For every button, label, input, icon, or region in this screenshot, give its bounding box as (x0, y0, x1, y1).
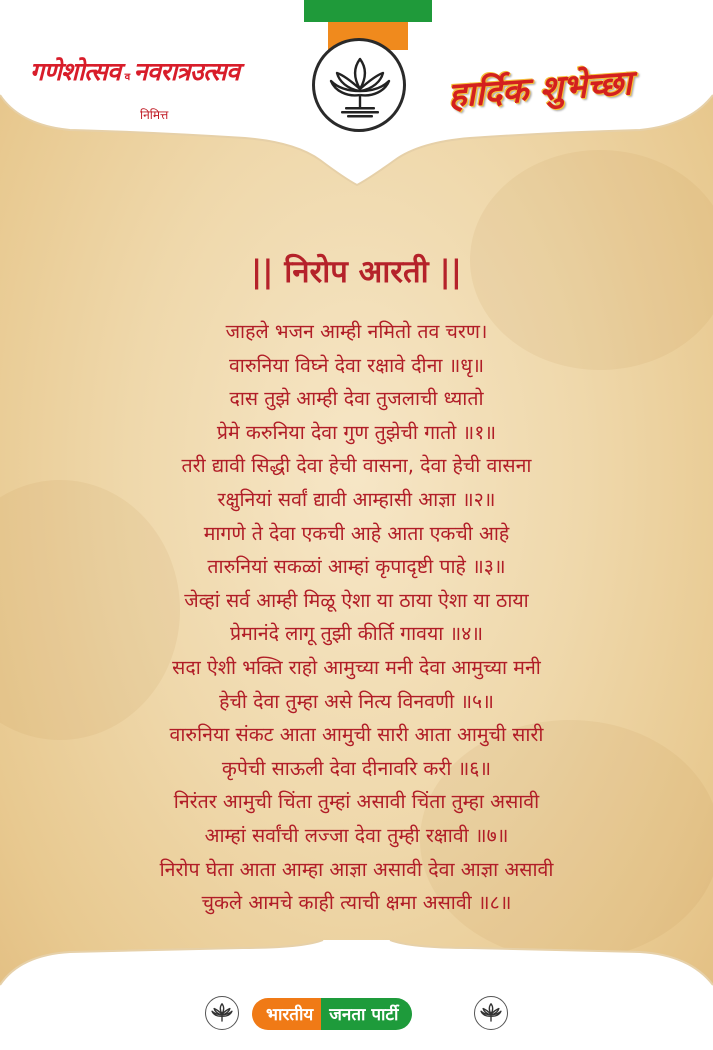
verse-line: रक्षुनियां सर्वां द्यावी आम्हासी आज्ञा ॥२॥ (217, 487, 496, 511)
footer-logo-right (474, 996, 508, 1030)
festival-title (30, 54, 300, 88)
festival-title-navratri: नवरात्रउत्सव (133, 57, 240, 86)
greeting-title: हार्दिक शुभेच्छा (446, 63, 634, 116)
lotus-icon (327, 51, 393, 121)
verse-line: वारुनिया संकट आता आमुची सारी आता आमुची सारी (169, 723, 544, 747)
verse-line: हेची देवा तुम्हा असे नित्य विनवणी ॥५॥ (219, 689, 494, 713)
verse-line: प्रेमे करुनिया देवा गुण तुझेची गातो ॥१॥ (216, 420, 497, 444)
aarti-title: || निरोप आरती || (250, 254, 463, 290)
festival-title-ganesh: गणेशोत्सव (30, 57, 121, 86)
verse-line: वारुनिया विघ्ने देवा रक्षावे दीना ॥धृ॥ (228, 353, 485, 377)
verse-line: तरी द्यावी सिद्धी देवा हेची वासना, देवा हेची वासना (181, 454, 532, 478)
verse-line: चुकले आमचे काही त्याची क्षमा असावी ॥८॥ (201, 891, 512, 915)
festival-title-connector: व (124, 72, 130, 83)
verse-line: आम्हां सर्वांची लज्जा देवा तुम्ही रक्षावी ॥७॥ (204, 823, 509, 847)
footer-logo-left (205, 996, 239, 1030)
verse-line: मागणे ते देवा एकची आहे आता एकची आहे (203, 521, 510, 545)
verse-line: सदा ऐशी भक्ति राहो आमुच्या मनी देवा आमुच्या मनी (172, 655, 541, 679)
verse-line: कृपेची साऊली देवा दीनावरि करी ॥६॥ (221, 756, 492, 780)
party-name-part1: भारतीय (252, 998, 321, 1030)
verse-line: निरोप घेता आता आम्हा आज्ञा असावी देवा आज्ञा असावी (159, 857, 554, 881)
verse-line: दास तुझे आम्ही देवा तुजलाची ध्यातो (229, 387, 484, 411)
party-logo (312, 38, 406, 132)
party-name-part2: जनता पार्टी (321, 998, 412, 1030)
verse-line: जेव्हां सर्व आम्ही मिळू ऐशा या ठाया ऐशा या ठाया (184, 588, 529, 612)
party-name-badge (252, 998, 412, 1030)
lotus-icon (479, 1001, 503, 1025)
festival-subtitle: निमित्त (140, 108, 169, 122)
verse-line: तारुनियां सकळां आम्हां कृपादृष्टी पाहे ॥३॥ (207, 555, 506, 579)
flag-green-stripe (304, 0, 432, 22)
footer-band (0, 940, 713, 1050)
verse-line: निरंतर आमुची चिंता तुम्हां असावी चिंता तुम्हा असावी (173, 790, 540, 814)
verse-line: प्रेमानंदे लागू तुझी कीर्ति गावया ॥४॥ (229, 622, 484, 646)
verse-line: जाहले भजन आम्ही नमितो तव चरण। (225, 320, 488, 343)
lotus-icon (210, 1001, 234, 1025)
aarti-verses (60, 315, 653, 920)
